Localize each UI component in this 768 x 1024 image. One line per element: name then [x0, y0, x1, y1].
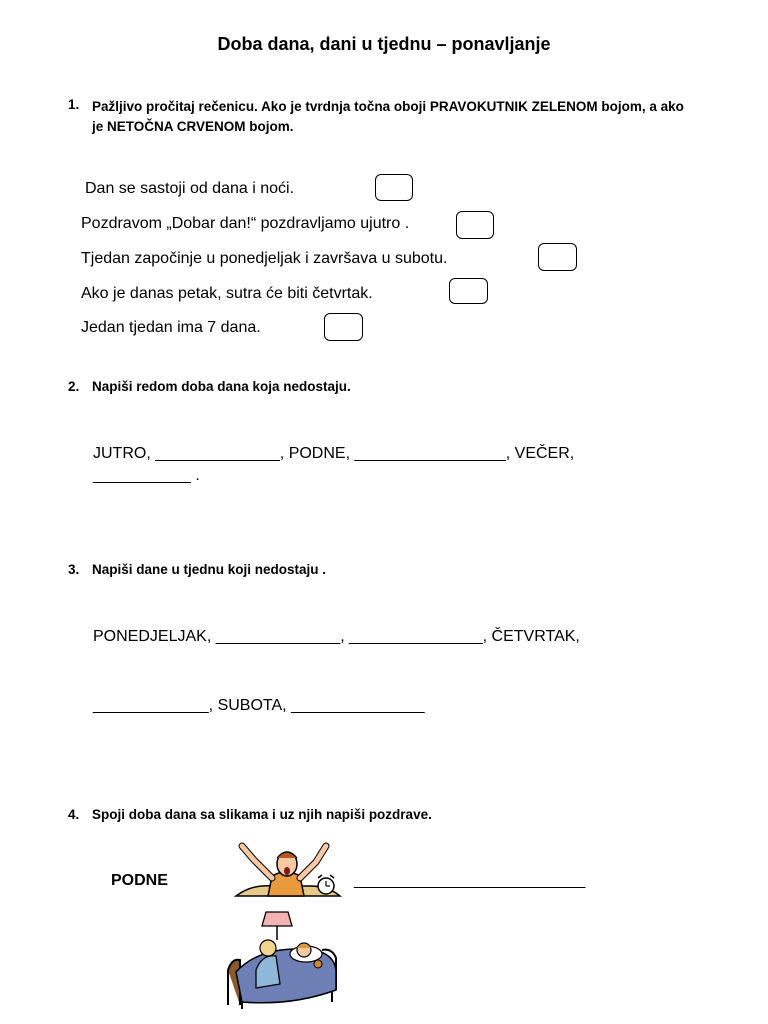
answer-box-5[interactable] — [324, 313, 363, 341]
q3-answer-line-2[interactable]: _____________, SUBOTA, _______________ — [93, 697, 425, 714]
question-4-instruction: Spoji doba dana sa slikama i uz njih napiši pozdrave. — [92, 807, 432, 822]
question-4-number: 4. — [68, 807, 80, 822]
answer-box-4[interactable] — [449, 278, 488, 304]
waking-man-picture[interactable] — [232, 840, 344, 900]
question-3-instruction: Napiši dane u tjednu koji nedostaju . — [92, 562, 327, 577]
statement-4: Ako je danas petak, sutra će biti četvrtak. — [81, 285, 373, 302]
statement-5: Jedan tjedan ima 7 dana. — [81, 319, 261, 336]
q4-answer-line[interactable]: __________________________ — [354, 872, 586, 889]
question-3-number: 3. — [68, 562, 80, 577]
question-1-number: 1. — [68, 97, 80, 112]
statement-1: Dan se sastoji od dana i noći. — [85, 180, 295, 197]
q3-answer-line-1[interactable]: PONEDJELJAK, ______________, _______________, ČETVRTAK, — [93, 628, 580, 645]
q2-answer-line-1[interactable]: JUTRO, ______________, PODNE, _________________, VEČER, — [93, 445, 575, 462]
q2-answer-line-2[interactable]: ___________ . — [93, 467, 200, 484]
question-2-instruction: Napiši redom doba dana koja nedostaju. — [92, 379, 351, 394]
question-1-instruction: Pažljivo pročitaj rečenicu. Ako je tvrdnja točna oboji PRAVOKUTNIK ZELENOM bojom, a ako je NETOČNA CRVENOM bojom. — [92, 99, 684, 134]
sleeping-child-picture[interactable] — [222, 910, 342, 1010]
statement-2: Pozdravom „Dobar dan!“ pozdravljamo ujutro . — [81, 215, 410, 232]
statement-3: Tjedan započinje u ponedjeljak i završava u subotu. — [81, 250, 448, 267]
page-title: Doba dana, dani u tjednu – ponavljanje — [217, 34, 551, 54]
question-2-number: 2. — [68, 379, 80, 394]
answer-box-1[interactable] — [375, 174, 413, 201]
answer-box-3[interactable] — [538, 243, 577, 271]
word-podne: PODNE — [111, 872, 168, 889]
answer-box-2[interactable] — [456, 211, 494, 239]
